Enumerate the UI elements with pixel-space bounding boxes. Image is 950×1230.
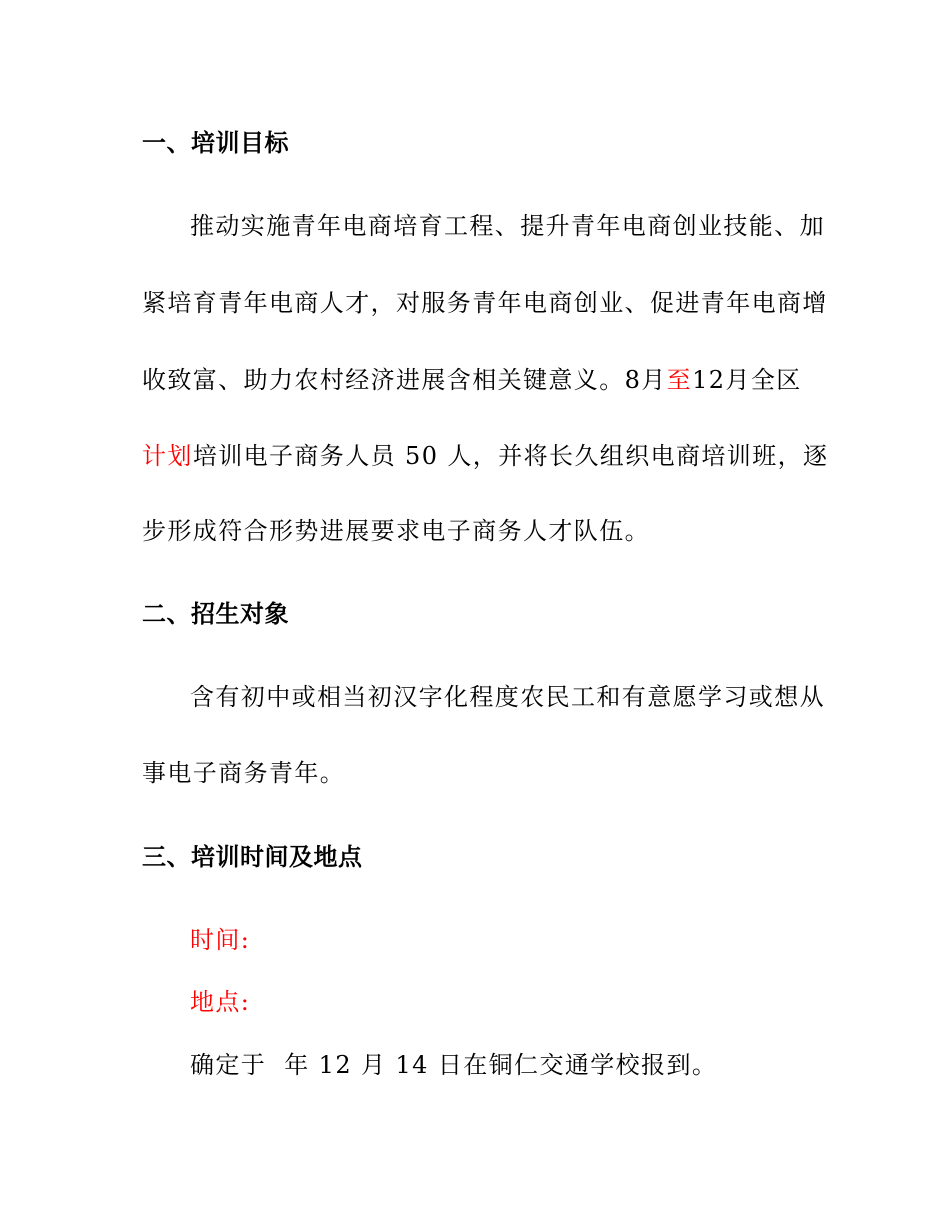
line3-text-a: 收致富、助力农村经济进展含相关键意义。8月	[142, 366, 667, 394]
highlighted-jihua: 计划	[142, 442, 193, 470]
place-label: 地点:	[190, 988, 251, 1016]
section1-paragraph-line3	[142, 365, 802, 395]
report-line: 确定于 年 12 月 14 日在铜仁交通学校报到。	[190, 1051, 718, 1079]
section1-paragraph-line2: 紧培育青年电商人才，对服务青年电商创业、促进青年电商增	[142, 289, 828, 317]
time-label: 时间:	[190, 926, 251, 954]
section1-paragraph-line5: 步形成符合形势进展要求电子商务人才队伍。	[142, 517, 650, 545]
section1-paragraph-line4	[142, 441, 828, 471]
section2-heading: 二、招生对象	[142, 600, 289, 628]
section3-heading: 三、培训时间及地点	[142, 843, 363, 871]
section2-paragraph-line1: 含有初中或相当初汉字化程度农民工和有意愿学习或想从	[190, 683, 825, 711]
section1-heading: 一、培训目标	[142, 129, 289, 157]
section2-paragraph-line2: 事电子商务青年。	[142, 759, 346, 787]
line4-text: 培训电子商务人员 50 人，并将长久组织电商培训班，逐	[192, 442, 829, 470]
line3-text-b: 12月全区	[692, 366, 802, 394]
section1-paragraph-line1: 推动实施青年电商培育工程、提升青年电商创业技能、加	[190, 212, 825, 240]
highlighted-zhi: 至	[666, 366, 693, 394]
